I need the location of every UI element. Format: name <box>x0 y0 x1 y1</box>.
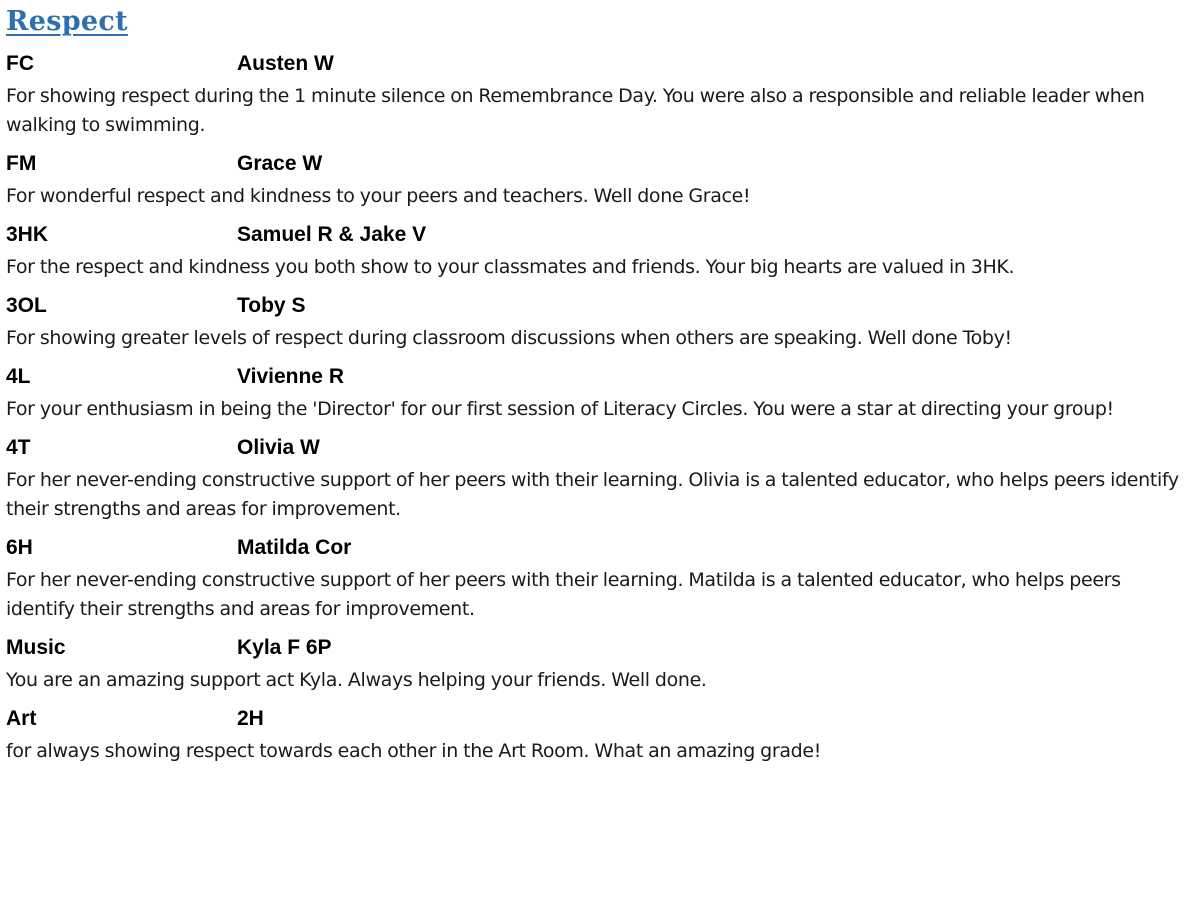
award-entry <box>6 361 1186 424</box>
entry-class: 4L <box>6 365 31 388</box>
entry-header <box>6 532 1186 564</box>
entry-recipient: Grace W <box>237 152 323 175</box>
entry-class: 3HK <box>6 223 49 246</box>
entry-class: Art <box>6 707 37 730</box>
award-entry <box>6 290 1186 353</box>
entry-description: For showing greater levels of respect during classroom discussions when others are speaking. Well done Toby! <box>6 327 1012 349</box>
award-entry <box>6 48 1186 140</box>
entry-class: 6H <box>6 536 33 559</box>
entry-recipient: Kyla F 6P <box>237 636 332 659</box>
entry-header <box>6 219 1186 251</box>
entry-header <box>6 48 1186 80</box>
award-entry <box>6 148 1186 211</box>
award-entry <box>6 219 1186 282</box>
entry-class: 4T <box>6 436 31 459</box>
entry-description: For wonderful respect and kindness to your peers and teachers. Well done Grace! <box>6 185 751 207</box>
entry-description: For her never-ending constructive support of her peers with their learning. Olivia is a talented educator, who helps peers identify their strengths and areas for improvement. <box>6 469 1179 520</box>
entry-description: For the respect and kindness you both show to your classmates and friends. Your big hearts are valued in 3HK. <box>6 256 1015 278</box>
award-entry <box>6 703 1186 766</box>
entry-recipient: Matilda Cor <box>237 536 352 559</box>
entry-header <box>6 632 1186 664</box>
award-entry <box>6 432 1186 524</box>
entry-description: You are an amazing support act Kyla. Always helping your friends. Well done. <box>6 669 707 691</box>
section-heading: Respect <box>6 6 128 37</box>
entry-recipient: Austen W <box>237 52 334 75</box>
entry-header <box>6 432 1186 464</box>
entry-header <box>6 361 1186 393</box>
entry-class: FM <box>6 152 37 175</box>
entry-description: For your enthusiasm in being the 'Director' for our first session of Literacy Circles. You were a star at directing your group! <box>6 398 1114 420</box>
document <box>6 0 1186 774</box>
entry-header <box>6 148 1186 180</box>
entry-header <box>6 290 1186 322</box>
entry-class: FC <box>6 52 34 75</box>
entry-recipient: Samuel R & Jake V <box>237 223 427 246</box>
entry-description: For showing respect during the 1 minute silence on Remembrance Day. You were also a responsible and reliable leader when walking to swimming. <box>6 85 1145 136</box>
entry-recipient: 2H <box>237 707 264 730</box>
entry-header <box>6 703 1186 735</box>
entry-recipient: Toby S <box>237 294 306 317</box>
entry-recipient: Vivienne R <box>237 365 344 388</box>
entry-description: For her never-ending constructive support of her peers with their learning. Matilda is a talented educator, who helps peers identify their strengths and areas for improvement. <box>6 569 1121 620</box>
entry-description: for always showing respect towards each other in the Art Room. What an amazing grade! <box>6 740 821 762</box>
entry-class: Music <box>6 636 66 659</box>
entry-recipient: Olivia W <box>237 436 320 459</box>
award-entry <box>6 532 1186 624</box>
award-entry <box>6 632 1186 695</box>
entry-class: 3OL <box>6 294 47 317</box>
